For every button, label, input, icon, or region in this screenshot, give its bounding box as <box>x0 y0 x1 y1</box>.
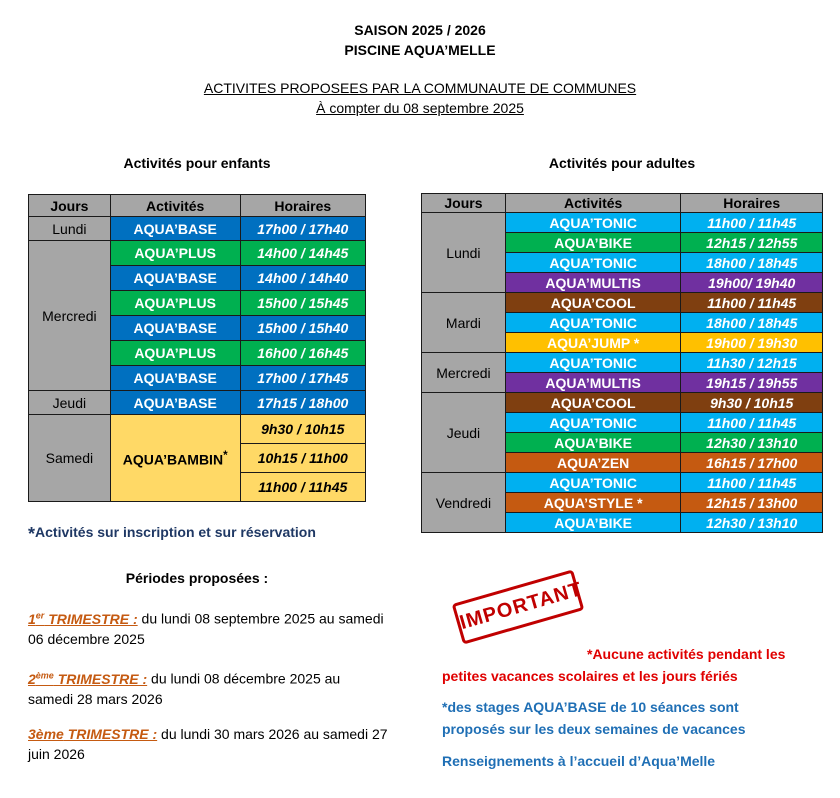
col-header-times: Horaires <box>240 195 365 217</box>
activity-cell: AQUA’BASE <box>110 391 240 415</box>
activity-cell: AQUA’BASE <box>110 366 240 391</box>
period-label: 3ème TRIMESTRE : <box>28 726 158 742</box>
activity-cell: AQUA’BIKE <box>505 233 681 253</box>
activity-cell: AQUA’BASE <box>110 217 240 241</box>
table-row <box>29 415 366 444</box>
table-row <box>422 213 823 233</box>
subheader <box>0 78 840 118</box>
time-cell: 11h00 / 11h45 <box>240 473 365 502</box>
day-cell: Vendredi <box>422 473 506 533</box>
period-label: 2ème TRIMESTRE : <box>28 670 148 687</box>
col-header-days: Jours <box>29 195 111 217</box>
time-cell: 11h00 / 11h45 <box>681 413 823 433</box>
col-header-activities: Activités <box>110 195 240 217</box>
start-date: À compter du 08 septembre 2025 <box>316 100 524 116</box>
page-header <box>0 20 840 60</box>
table-row <box>422 473 823 493</box>
time-cell: 10h15 / 11h00 <box>240 444 365 473</box>
col-header-times: Horaires <box>681 194 823 213</box>
table-row <box>29 217 366 241</box>
day-cell: Mercredi <box>29 241 111 391</box>
activity-cell: AQUA’TONIC <box>505 473 681 493</box>
time-cell: 11h00 / 11h45 <box>681 473 823 493</box>
day-cell: Lundi <box>422 213 506 293</box>
activity-cell: AQUA’BASE <box>110 266 240 291</box>
period-label: 1er TRIMESTRE : <box>28 610 138 627</box>
activity-cell: AQUA’BIKE <box>505 433 681 453</box>
activity-cell: AQUA’MULTIS <box>505 373 681 393</box>
activity-cell: AQUA’MULTIS <box>505 273 681 293</box>
note-text: Activités sur inscription et sur réservation <box>35 524 316 540</box>
activity-cell: AQUA’TONIC <box>505 413 681 433</box>
time-cell: 12h30 / 13h10 <box>681 513 823 533</box>
day-cell: Mardi <box>422 293 506 353</box>
activity-cell: AQUA’JUMP * <box>505 333 681 353</box>
table-row <box>422 293 823 313</box>
time-cell: 19h15 / 19h55 <box>681 373 823 393</box>
time-cell: 11h00 / 11h45 <box>681 293 823 313</box>
day-cell: Samedi <box>29 415 111 502</box>
day-cell: Jeudi <box>422 393 506 473</box>
time-cell: 12h15 / 13h00 <box>681 493 823 513</box>
table-row <box>422 393 823 413</box>
season-title: SAISON 2025 / 2026 <box>354 22 486 38</box>
col-header-activities: Activités <box>505 194 681 213</box>
pool-name: PISCINE AQUA’MELLE <box>344 42 496 58</box>
no-activity-note-line2: petites vacances scolaires et les jours fériés <box>442 668 738 684</box>
important-stamp: IMPORTANT <box>452 569 585 644</box>
time-cell: 12h30 / 13h10 <box>681 433 823 453</box>
col-header-days: Jours <box>422 194 506 213</box>
adults-title: Activités pour adultes <box>548 155 696 171</box>
time-cell: 12h15 / 12h55 <box>681 233 823 253</box>
time-cell: 19h00/ 19h40 <box>681 273 823 293</box>
time-cell: 14h00 / 14h45 <box>240 241 365 266</box>
period-text: du lundi 08 septembre 2025 au samedi 06 décembre 2025 <box>28 610 384 647</box>
time-cell: 17h15 / 18h00 <box>240 391 365 415</box>
kids-schedule-table <box>28 194 366 502</box>
activity-cell: AQUA’ZEN <box>505 453 681 473</box>
info-note: Renseignements à l’accueil d’Aqua’Melle <box>442 753 716 769</box>
time-cell: 19h00 / 19h30 <box>681 333 823 353</box>
stages-note-line1: *des stages AQUA’BASE de 10 séances sont <box>442 699 739 715</box>
activity-cell: AQUA’COOL <box>505 293 681 313</box>
table-header-row <box>422 194 823 213</box>
table-row <box>29 391 366 415</box>
time-cell: 16h15 / 17h00 <box>681 453 823 473</box>
activity-cell: AQUA’PLUS <box>110 241 240 266</box>
note-star: * <box>28 524 36 544</box>
time-cell: 11h30 / 12h15 <box>681 353 823 373</box>
activity-cell: AQUA’BASE <box>110 316 240 341</box>
activity-cell: AQUA’STYLE * <box>505 493 681 513</box>
bambin-star: * <box>223 448 228 462</box>
time-cell: 9h30 / 10h15 <box>681 393 823 413</box>
time-cell: 16h00 / 16h45 <box>240 341 365 366</box>
period-item-1 <box>28 605 388 649</box>
time-cell: 18h00 / 18h45 <box>681 313 823 333</box>
time-cell: 9h30 / 10h15 <box>240 415 365 444</box>
activity-cell: AQUA’TONIC <box>505 253 681 273</box>
period-text: du lundi 30 mars 2026 au samedi 27 juin 2026 <box>28 726 388 762</box>
no-activity-note-line1: *Aucune activités pendant les <box>587 646 786 662</box>
time-cell: 17h00 / 17h40 <box>240 217 365 241</box>
activity-cell: AQUA’TONIC <box>505 353 681 373</box>
table-header-row <box>29 195 366 217</box>
activity-cell: AQUA’BIKE <box>505 513 681 533</box>
time-cell: 15h00 / 15h45 <box>240 291 365 316</box>
activity-cell <box>110 415 240 502</box>
registration-note <box>28 524 316 545</box>
activity-cell: AQUA’TONIC <box>505 313 681 333</box>
activity-cell: AQUA’PLUS <box>110 341 240 366</box>
period-text: du lundi 08 décembre 2025 au samedi 28 mars 2026 <box>28 670 341 707</box>
day-cell: Lundi <box>29 217 111 241</box>
activity-cell: AQUA’PLUS <box>110 291 240 316</box>
adults-schedule-table <box>421 193 823 533</box>
day-cell: Jeudi <box>29 391 111 415</box>
activity-cell: AQUA’COOL <box>505 393 681 413</box>
period-item-2 <box>28 665 388 709</box>
time-cell: 17h00 / 17h45 <box>240 366 365 391</box>
time-cell: 18h00 / 18h45 <box>681 253 823 273</box>
time-cell: 15h00 / 15h40 <box>240 316 365 341</box>
table-row <box>29 241 366 266</box>
activities-heading: ACTIVITES PROPOSEES PAR LA COMMUNAUTE DE COMMUNES <box>203 80 637 96</box>
activity-cell: AQUA’TONIC <box>505 213 681 233</box>
table-row <box>422 353 823 373</box>
stages-note-line2: proposés sur les deux semaines de vacances <box>442 721 746 737</box>
time-cell: 14h00 / 14h40 <box>240 266 365 291</box>
day-cell: Mercredi <box>422 353 506 393</box>
bambin-label: AQUA’BAMBIN <box>122 451 224 468</box>
kids-title: Activités pour enfants <box>123 155 271 171</box>
periods-title: Périodes proposées : <box>125 570 269 586</box>
time-cell: 11h00 / 11h45 <box>681 213 823 233</box>
period-item-3 <box>28 724 388 764</box>
